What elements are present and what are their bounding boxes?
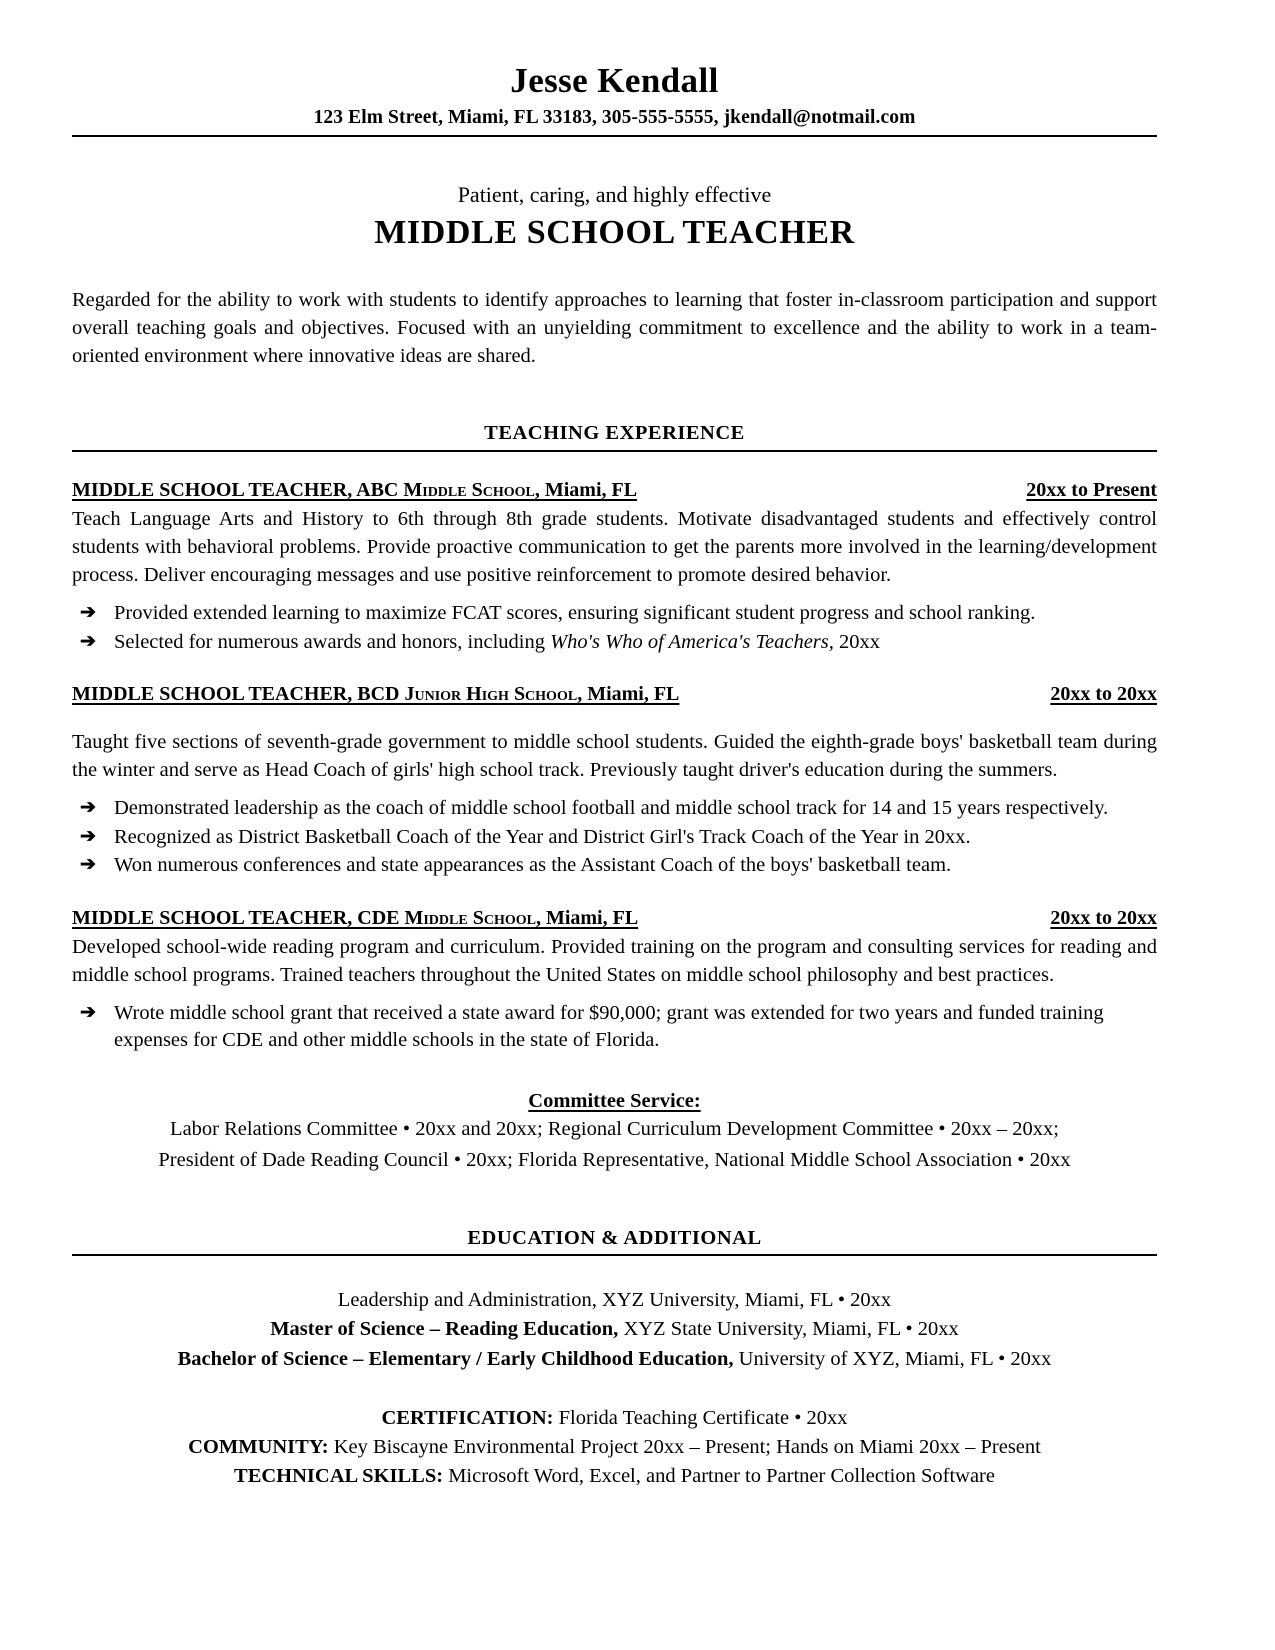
education-degree-line-detail: XYZ State University, Miami, FL • 20xx: [618, 1318, 959, 1341]
job-dates: 20xx to 20xx: [1050, 683, 1157, 706]
education-additional-line-detail: Microsoft Word, Excel, and Partner to Partner Collection Software: [443, 1464, 995, 1487]
education-degree-line-detail: University of XYZ, Miami, FL • 20xx: [733, 1347, 1052, 1370]
job-description: Developed school-wide reading program and curriculum. Provided training on the program and consulting services for reading and middle school programs. Trained teachers throughout the United States on middle school philosophy and best practices.: [72, 935, 1157, 986]
candidate-name: Jesse Kendall: [510, 61, 719, 100]
job-bullet-list: [72, 600, 1157, 656]
job-bullet-item: [72, 852, 1157, 879]
arrow-bullet-icon: ➔: [80, 1001, 96, 1023]
education-additional-line: [72, 1433, 1157, 1462]
arrow-bullet-icon: ➔: [80, 630, 96, 652]
education-additional-line: [72, 1404, 1157, 1433]
education-additional-line-emphasis: CERTIFICATION:: [381, 1406, 554, 1429]
job-title-prefix: MIDDLE SCHOOL TEACHER, ABC: [72, 479, 404, 501]
job-location: , Miami, FL: [577, 683, 680, 706]
education-degree-line: [72, 1315, 1157, 1344]
job-title-line: [72, 682, 679, 706]
job-bullet-item: [72, 600, 1157, 627]
jobs-container: [72, 478, 1157, 1055]
committee-service-block: [72, 1089, 1157, 1175]
bullet-text: Demonstrated leadership as the coach of middle school football and middle school track for 14 and 15 years respectively.: [114, 797, 1109, 820]
education-additional: [72, 1404, 1157, 1491]
education-additional-line-detail: Key Biscayne Environmental Project 20xx – Present; Hands on Miami 20xx – Present: [328, 1435, 1041, 1458]
education-section-title: EDUCATION & ADDITIONAL: [467, 1226, 762, 1249]
education-additional-line-emphasis: COMMUNITY:: [188, 1435, 329, 1458]
job-title-prefix: MIDDLE SCHOOL TEACHER, BCD: [72, 683, 405, 706]
professional-summary: Regarded for the ability to work with students to identify approaches to learning that foster in-classroom participation and support overall teaching goals and objectives. Focused with an unyielding commitment to excellence and the ability to work in a team-oriented environment where innovative ideas are shared.: [72, 288, 1157, 368]
header-divider: [72, 135, 1157, 137]
bullet-text-before: Selected for numerous awards and honors, including: [114, 630, 551, 653]
bullet-text-italic: Who's Who of America's Teachers,: [550, 630, 834, 653]
contact-line: 123 Elm Street, Miami, FL 33183, 305-555-5555, jkendall@notmail.com: [313, 106, 916, 128]
experience-section: [72, 422, 1157, 1054]
job-bullet-item: [72, 1000, 1157, 1055]
bullet-text: Won numerous conferences and state appearances as the Assistant Coach of the boys' basketball team.: [114, 854, 952, 877]
job-location: , Miami, FL: [534, 479, 638, 501]
bullet-text: Recognized as District Basketball Coach of the Year and District Girl's Track Coach of the Year in 20xx.: [114, 825, 971, 848]
job-bullet-item: [72, 795, 1157, 822]
job-location: , Miami, FL: [535, 906, 639, 929]
experience-section-title: TEACHING EXPERIENCE: [484, 422, 745, 445]
education-section: [72, 1227, 1157, 1491]
resume-header: [72, 62, 1157, 137]
education-divider: [72, 1254, 1157, 1256]
job-description: Teach Language Arts and History to 6th through 8th grade students. Motivate disadvantaged students and effectively control students with behavioral problems. Provide proactive communication to get the parents more involved in the learning/development process. Deliver encouraging messages and use positive reinforcement to promote desired behavior.: [72, 508, 1157, 587]
education-additional-line: [72, 1462, 1157, 1491]
bullet-text: Provided extended learning to maximize FCAT scores, ensuring significant student progress and school ranking.: [114, 602, 1036, 625]
target-job-title: MIDDLE SCHOOL TEACHER: [374, 213, 855, 251]
education-degree-line-emphasis: Master of Science – Reading Education,: [270, 1318, 619, 1341]
arrow-bullet-icon: ➔: [80, 602, 96, 624]
arrow-bullet-icon: ➔: [80, 797, 96, 819]
job-title-line: [72, 478, 637, 502]
education-degree-line-detail: Leadership and Administration, XYZ University, Miami, FL • 20xx: [337, 1289, 892, 1312]
job-school-name: Middle School: [404, 906, 536, 929]
job-dates: 20xx to Present: [1026, 479, 1157, 501]
education-degrees: [72, 1286, 1157, 1373]
committee-service-line-2: President of Dade Reading Council • 20xx; Florida Representative, National Middle School Association • 20xx: [158, 1149, 1071, 1172]
job-entry: [72, 478, 1157, 656]
job-header: [72, 478, 1157, 502]
job-bullet-item: [72, 824, 1157, 851]
job-entry: [72, 682, 1157, 880]
tagline: Patient, caring, and highly effective: [457, 182, 772, 208]
education-additional-line-emphasis: TECHNICAL SKILLS:: [234, 1464, 444, 1487]
education-degree-line: [72, 1286, 1157, 1315]
job-bullet-item: [72, 629, 1157, 656]
job-bullet-list: [72, 1000, 1157, 1055]
job-school-name: Junior High School: [404, 683, 578, 706]
education-degree-line-emphasis: Bachelor of Science – Elementary / Early Childhood Education,: [177, 1347, 734, 1370]
committee-service-title: Committee Service:: [528, 1089, 701, 1112]
job-title-line: [72, 906, 638, 930]
education-degree-line: [72, 1345, 1157, 1374]
title-block: [72, 182, 1157, 251]
bullet-text: Wrote middle school grant that received a state award for $90,000; grant was extended for two years and funded training expenses for CDE and other middle schools in the state of Florida.: [114, 1001, 1104, 1052]
experience-divider: [72, 450, 1157, 452]
job-dates: 20xx to 20xx: [1050, 906, 1157, 929]
job-description: Taught five sections of seventh-grade government to middle school students. Guided the eighth-grade boys' basketball team during the winter and serve as Head Coach of girls' high school track. Previously taught driver's education during the summers.: [72, 731, 1157, 782]
job-bullet-list: [72, 795, 1157, 879]
bullet-text-after: 20xx: [833, 630, 881, 653]
arrow-bullet-icon: ➔: [80, 825, 96, 847]
job-school-name: Middle School: [403, 479, 535, 501]
job-header: [72, 682, 1157, 706]
education-additional-line-detail: Florida Teaching Certificate • 20xx: [553, 1406, 848, 1429]
committee-service-line-1: Labor Relations Committee • 20xx and 20xx; Regional Curriculum Development Committee • 20xx – 20xx;: [170, 1118, 1059, 1141]
job-header: [72, 906, 1157, 930]
arrow-bullet-icon: ➔: [80, 854, 96, 876]
job-title-prefix: MIDDLE SCHOOL TEACHER, CDE: [72, 906, 405, 929]
job-entry: [72, 906, 1157, 1055]
